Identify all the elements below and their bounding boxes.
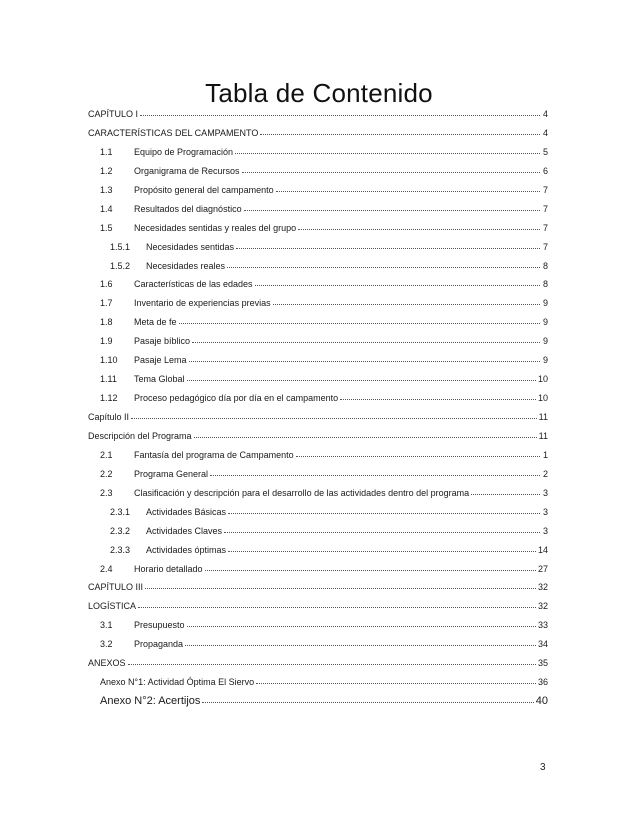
toc-entry[interactable] — [88, 108, 548, 119]
toc-entry-number: 1.10 — [100, 355, 118, 366]
toc-entry-title: Inventario de experiencias previas — [134, 298, 271, 309]
toc-dot-leader — [340, 391, 536, 400]
toc-entry-page: 1 — [542, 449, 548, 460]
toc-entry-title: Programa General — [134, 468, 209, 479]
toc-dot-leader — [228, 543, 536, 552]
toc-dot-leader — [228, 505, 540, 514]
toc-dot-leader — [131, 410, 537, 419]
toc-entry-page: 5 — [542, 146, 548, 157]
toc-dot-leader — [145, 580, 536, 589]
toc-entry[interactable] — [88, 316, 548, 327]
toc-entry-page: 3 — [542, 487, 548, 498]
toc-entry[interactable] — [88, 506, 548, 517]
toc-entry-number: 3.1 — [100, 620, 113, 631]
toc-entry-title: Actividades Básicas — [146, 506, 227, 517]
toc-entry-page: 3 — [542, 525, 548, 536]
toc-entry-number: 2.3.3 — [110, 544, 131, 555]
toc-entry-title: Propaganda — [134, 639, 184, 650]
page-number: 3 — [540, 762, 546, 773]
toc-entry[interactable] — [88, 411, 548, 422]
toc-entry-page: 8 — [542, 260, 548, 271]
toc-dot-leader — [276, 183, 540, 192]
toc-entry-title: Horario detallado — [134, 563, 203, 574]
toc-entry-number: 1.2 — [100, 165, 113, 176]
toc-entry-page: 8 — [542, 279, 548, 290]
toc-entry-page: 6 — [542, 165, 548, 176]
toc-entry-page: 9 — [542, 336, 548, 347]
toc-entry[interactable] — [88, 184, 548, 195]
toc-entry-number: 2.3 — [100, 487, 113, 498]
toc-entry-page: 32 — [537, 582, 548, 593]
toc-entry-page: 10 — [537, 393, 548, 404]
toc-entry-title: CAPÍTULO III — [88, 582, 144, 593]
toc-dot-leader — [260, 126, 540, 135]
toc-entry[interactable] — [88, 563, 548, 574]
toc-entry-page: 9 — [542, 355, 548, 366]
toc-entry-page: 4 — [542, 109, 548, 119]
toc-entry[interactable] — [88, 241, 548, 252]
toc-entry-title: Pasaje bíblico — [134, 336, 191, 347]
toc-entry-page: 27 — [537, 563, 548, 574]
toc-entry[interactable] — [88, 695, 548, 708]
toc-entry-title: Tema Global — [134, 374, 185, 385]
toc-entry-page: 34 — [537, 639, 548, 650]
toc-entry[interactable] — [88, 619, 548, 630]
toc-entry-title: LOGÍSTICA — [88, 601, 137, 612]
toc-entry-number: 1.5 — [100, 222, 113, 233]
toc-entry-number: 1.4 — [100, 203, 113, 214]
toc-entry[interactable] — [88, 354, 548, 365]
toc-dot-leader — [242, 164, 540, 173]
toc-entry-number: 3.2 — [100, 639, 113, 650]
toc-entry[interactable] — [88, 581, 548, 592]
toc-entry-title: Anexo N°2: Acertijos — [100, 695, 201, 708]
toc-entry[interactable] — [88, 392, 548, 403]
toc-entry-title: Presupuesto — [134, 620, 185, 631]
toc-entry-title: Necesidades reales — [146, 260, 226, 271]
toc-entry-title: Resultados del diagnóstico — [134, 203, 242, 214]
toc-entry-page: 11 — [538, 430, 548, 441]
toc-entry[interactable] — [88, 165, 548, 176]
toc-entry[interactable] — [88, 127, 548, 138]
toc-entry-title: Necesidades sentidas — [146, 241, 235, 252]
toc-entry-number: 2.2 — [100, 468, 113, 479]
toc-dot-leader — [187, 372, 536, 381]
toc-entry-title: Características de las edades — [134, 279, 253, 290]
toc-dot-leader — [205, 562, 536, 571]
toc-entry[interactable] — [88, 203, 548, 214]
toc-entry-title: Proceso pedagógico día por día en el campamento — [134, 393, 339, 404]
toc-entry-title: Pasaje Lema — [134, 355, 187, 366]
toc-dot-leader — [224, 524, 540, 533]
toc-entry-page: 2 — [542, 468, 548, 479]
toc-entry[interactable] — [88, 278, 548, 289]
toc-entry-page: 9 — [542, 298, 548, 309]
page-title: Tabla de Contenido — [205, 78, 433, 108]
toc-dot-leader — [236, 240, 540, 249]
toc-dot-leader — [128, 656, 536, 665]
toc-dot-leader — [138, 599, 536, 608]
toc-entry-page: 14 — [537, 544, 548, 555]
toc-entry-number: 1.3 — [100, 184, 113, 195]
toc-entry-number: 2.1 — [100, 449, 113, 460]
toc-entry[interactable] — [88, 146, 548, 157]
toc-entry[interactable] — [88, 335, 548, 346]
toc-dot-leader — [179, 315, 540, 324]
toc-dot-leader — [187, 618, 536, 627]
toc-entry-page: 35 — [537, 658, 548, 669]
toc-entry[interactable] — [88, 638, 548, 649]
toc-dot-leader — [244, 202, 540, 211]
toc-entry[interactable] — [88, 297, 548, 308]
toc-entry-page: 11 — [538, 412, 548, 422]
toc-entry-number: 1.8 — [100, 317, 113, 328]
toc-entry-page: 7 — [542, 222, 548, 233]
toc-dot-leader — [273, 296, 540, 305]
toc-entry-title: ANEXOS — [88, 658, 126, 669]
toc-entry-page: 36 — [537, 677, 548, 688]
toc-entry[interactable] — [88, 222, 548, 233]
toc-entry-title: Equipo de Programación — [134, 146, 234, 157]
toc-dot-leader — [255, 277, 540, 286]
toc-dot-leader — [202, 694, 533, 703]
toc-entry[interactable] — [88, 487, 548, 498]
toc-entry-number: 1.12 — [100, 393, 118, 404]
toc-entry-number: 2.3.1 — [110, 506, 131, 517]
toc-entry[interactable] — [88, 373, 548, 384]
toc-entry-title: CARACTERÍSTICAS DEL CAMPAMENTO — [88, 127, 259, 138]
toc-entry-title: CAPÍTULO I — [88, 109, 139, 119]
toc-dot-leader — [192, 334, 540, 343]
toc-entry-number: 1.6 — [100, 279, 113, 290]
toc-entry-page: 7 — [542, 241, 548, 252]
toc-entry-page: 7 — [542, 184, 548, 195]
toc-entry[interactable] — [88, 449, 548, 460]
toc-entry-number: 2.4 — [100, 563, 113, 574]
toc-entry-page: 32 — [537, 601, 548, 612]
toc-dot-leader — [227, 259, 540, 268]
toc-entry-number: 1.9 — [100, 336, 113, 347]
toc-entry-page: 40 — [535, 695, 548, 708]
toc-entry-number: 1.5.2 — [110, 260, 131, 271]
toc-dot-leader — [235, 145, 540, 154]
toc-entry[interactable] — [88, 600, 548, 611]
toc-entry-page: 4 — [542, 127, 548, 138]
toc-entry-number: 1.5.1 — [110, 241, 131, 252]
toc-entry[interactable] — [88, 260, 548, 271]
toc-entry[interactable] — [88, 676, 548, 687]
toc-dot-leader — [210, 467, 540, 476]
toc-entry-title: Organigrama de Recursos — [134, 165, 240, 176]
toc-dot-leader — [140, 107, 540, 116]
toc-dot-leader — [194, 429, 537, 438]
toc-entry-title: Meta de fe — [134, 317, 177, 328]
toc-entry-page: 7 — [542, 203, 548, 214]
toc-entry-title: Descripción del Programa — [88, 430, 192, 441]
toc-dot-leader — [256, 675, 536, 684]
toc-entry[interactable] — [88, 525, 548, 536]
toc-entry-title: Anexo N°1: Actividad Óptima El Siervo — [100, 677, 255, 688]
toc-entry[interactable] — [88, 657, 548, 668]
toc-entry[interactable] — [88, 468, 548, 479]
toc-dot-leader — [185, 637, 536, 646]
toc-entry[interactable] — [88, 430, 548, 441]
toc-entry-page: 9 — [542, 317, 548, 328]
toc-entry-page: 33 — [537, 620, 548, 631]
toc-entry-title: Clasificación y descripción para el desarrollo de las actividades dentro del programa — [134, 487, 470, 498]
toc-entry-number: 1.7 — [100, 298, 113, 309]
toc-entry-title: Actividades óptimas — [146, 544, 227, 555]
toc-entry-title: Necesidades sentidas y reales del grupo — [134, 222, 297, 233]
table-of-contents — [88, 108, 548, 716]
toc-entry-title: Actividades Claves — [146, 525, 223, 536]
toc-dot-leader — [189, 353, 540, 362]
toc-dot-leader — [298, 221, 540, 230]
toc-dot-leader — [296, 448, 540, 457]
toc-entry-title: Propósito general del campamento — [134, 184, 274, 195]
toc-entry-number: 1.1 — [100, 146, 113, 157]
toc-entry-page: 10 — [537, 374, 548, 385]
toc-entry-number: 2.3.2 — [110, 525, 131, 536]
toc-entry-title: Capítulo II — [88, 412, 130, 422]
toc-dot-leader — [471, 486, 540, 495]
toc-entry-number: 1.11 — [100, 374, 117, 385]
toc-entry[interactable] — [88, 544, 548, 555]
toc-entry-title: Fantasía del programa de Campamento — [134, 449, 294, 460]
toc-entry-page: 3 — [542, 506, 548, 517]
